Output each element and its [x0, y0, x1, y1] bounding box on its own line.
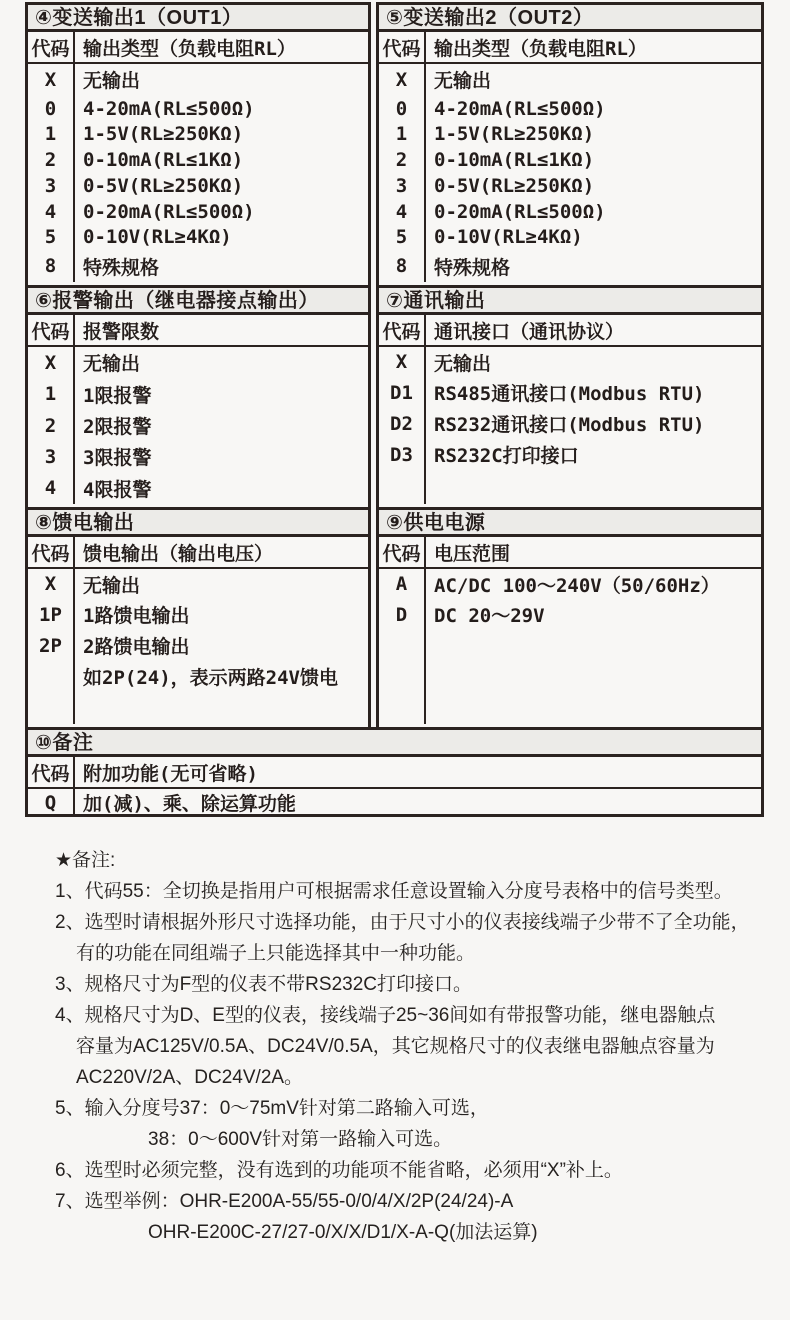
row-code: 4: [28, 199, 74, 225]
row-code: X: [28, 63, 74, 96]
row-code: 1P: [28, 599, 74, 630]
table-row: [379, 199, 761, 225]
section-out1: [25, 2, 371, 288]
table-row: [28, 441, 368, 472]
table-row: [28, 568, 368, 599]
row-code: X: [379, 346, 425, 377]
table-row: [28, 410, 368, 441]
footnote-2-cont: 有的功能在同组端子上只能选择其中一种功能。: [76, 943, 476, 964]
footnote-4-cont: 容量为AC125V/0.5A、DC24V/0.5A，其它规格尺寸的仪表继电器触点容量为: [76, 1036, 715, 1057]
col-header-code: 代码: [28, 757, 74, 788]
col-header-code: 代码: [28, 537, 74, 568]
col-header-code: 代码: [28, 315, 74, 346]
table-row: [379, 377, 761, 408]
table-row: [379, 147, 761, 173]
row-code: 0: [379, 96, 425, 122]
col-header-desc: 输出类型（负载电阻RL）: [74, 32, 368, 63]
header-row: [28, 315, 368, 346]
section-supply: [376, 507, 764, 730]
footnote-3: 3、规格尺寸为F型的仪表不带RS232C打印接口。: [55, 974, 472, 995]
row-desc: 0-5V(RL≥250KΩ): [434, 174, 595, 197]
table-row: [379, 568, 761, 599]
table-row: [379, 408, 761, 439]
row-desc: 1路馈电输出: [83, 605, 190, 627]
col-header-desc: 报警限数: [74, 315, 368, 346]
row-desc: RS232C打印接口: [434, 445, 579, 467]
row-desc: 1-5V(RL≥250KΩ): [83, 123, 244, 146]
table-row: [28, 225, 368, 251]
row-code: 2P: [28, 630, 74, 661]
footnote-5: 5、输入分度号37：0～75mV针对第二路输入可选，: [55, 1098, 489, 1119]
row-desc: 4限报警: [83, 478, 152, 501]
out1-table: [28, 32, 368, 282]
alarm-table: [28, 315, 368, 504]
section-alarm-title: ⑥报警输出（继电器接点输出）: [28, 288, 368, 315]
table-row: [28, 173, 368, 199]
row-desc: 特殊规格: [434, 256, 511, 279]
row-desc: 1限报警: [83, 384, 152, 407]
section-remark-title: ⑩备注: [28, 730, 761, 757]
footnote-4-cont: AC220V/2A、DC24V/2A。: [76, 1067, 304, 1088]
table-row: [379, 346, 761, 377]
table-row: [28, 63, 368, 96]
row-code: Q: [28, 788, 74, 816]
table-row: [28, 250, 368, 282]
row-desc: RS485通讯接口(Modbus RTU): [434, 383, 705, 405]
row-desc: RS232通讯接口(Modbus RTU): [434, 414, 705, 436]
col-header-code: 代码: [379, 32, 425, 63]
section-feed-title: ⑧馈电输出: [28, 510, 368, 537]
row-desc: 0-10V(RL≥4KΩ): [83, 226, 232, 249]
section-feed: [25, 507, 371, 730]
table-row: [379, 63, 761, 96]
row-desc: 3限报警: [83, 447, 152, 470]
row-code: D1: [379, 377, 425, 408]
col-header-desc: 输出类型（负载电阻RL）: [425, 32, 761, 63]
table-row: [28, 147, 368, 173]
row-code: 2: [379, 147, 425, 173]
row-code: A: [379, 568, 425, 599]
section-comm-title: ⑦通讯输出: [379, 288, 761, 315]
section-out2-title: ⑤变送输出2（OUT2）: [379, 5, 761, 32]
row-code: 1: [28, 379, 74, 410]
footnote-7-cont: OHR-E200C-27/27-0/X/X/D1/X-A-Q(加法运算): [148, 1222, 538, 1243]
section-pair-feed-supply: [25, 507, 764, 730]
row-desc: 如2P(24)，表示两路24V馈电: [83, 667, 338, 689]
row-code: 3: [28, 441, 74, 472]
row-code: D2: [379, 408, 425, 439]
row-code: 3: [28, 173, 74, 199]
row-code: 2: [28, 147, 74, 173]
header-row: [379, 315, 761, 346]
col-header-desc: 通讯接口（通讯协议）: [425, 315, 761, 346]
table-row: [28, 96, 368, 122]
row-desc: 无输出: [83, 70, 141, 93]
table-row: [28, 199, 368, 225]
table-row: [379, 250, 761, 282]
section-supply-title: ⑨供电电源: [379, 510, 761, 537]
section-pair-out: [25, 2, 764, 288]
row-desc: 无输出: [434, 352, 492, 375]
row-code: 1: [379, 122, 425, 148]
row-desc: 1-5V(RL≥250KΩ): [434, 123, 595, 146]
selection-tables: [25, 2, 764, 817]
row-desc: 0-10mA(RL≤1KΩ): [83, 149, 244, 172]
footnotes-heading: ★备注:: [55, 850, 116, 871]
row-code: 4: [28, 473, 74, 504]
row-desc: 0-10V(RL≥4KΩ): [434, 226, 583, 249]
row-desc: 无输出: [434, 70, 492, 93]
header-row: [379, 32, 761, 63]
table-row: [379, 122, 761, 148]
header-row: [379, 537, 761, 568]
empty-row: [379, 470, 761, 504]
footnote-5-cont: 38：0～600V针对第一路输入可选。: [148, 1129, 453, 1150]
row-desc: 0-5V(RL≥250KΩ): [83, 174, 244, 197]
col-header-code: 代码: [28, 32, 74, 63]
row-desc: 0-10mA(RL≤1KΩ): [434, 149, 595, 172]
footnote-2: 2、选型时请根据外形尺寸选择功能，由于尺寸小的仪表接线端子少带不了全功能，: [55, 912, 750, 933]
row-desc: 无输出: [83, 574, 141, 597]
header-row: [28, 537, 368, 568]
section-alarm: [25, 285, 371, 510]
row-code: 0: [28, 96, 74, 122]
table-row: [379, 225, 761, 251]
feed-table: [28, 537, 368, 724]
table-row: [28, 473, 368, 504]
row-code: 5: [28, 225, 74, 251]
row-desc: 0-20mA(RL≤500Ω): [434, 200, 606, 223]
row-desc: 加(减)、乘、除运算功能: [83, 793, 296, 815]
footnote-7: 7、选型举例：OHR-E200A-55/55-0/0/4/X/2P(24/24)-A: [55, 1191, 514, 1212]
section-out1-title: ④变送输出1（OUT1）: [28, 5, 368, 32]
out2-table: [379, 32, 761, 282]
empty-row: [28, 692, 368, 724]
empty-row: [379, 630, 761, 724]
comm-table: [379, 315, 761, 504]
header-row: [28, 32, 368, 63]
footnote-6: 6、选型时必须完整，没有选到的功能项不能省略，必须用“X”补上。: [55, 1160, 623, 1181]
row-desc: 2限报警: [83, 416, 152, 439]
row-code: 8: [379, 250, 425, 282]
col-header-desc: 附加功能(无可省略): [74, 757, 761, 788]
table-row: [28, 788, 761, 816]
row-code: X: [28, 568, 74, 599]
section-comm: [376, 285, 764, 510]
col-header-desc: 电压范围: [425, 537, 761, 568]
header-row: [28, 757, 761, 788]
section-out2: [376, 2, 764, 288]
section-pair-alarm-comm: [25, 285, 764, 510]
footnotes: [55, 845, 765, 1248]
table-row: [28, 599, 368, 630]
row-code: 4: [379, 199, 425, 225]
table-row: [379, 173, 761, 199]
table-row: [379, 439, 761, 470]
row-code: [28, 661, 74, 692]
footnote-4: 4、规格尺寸为D、E型的仪表，接线端子25~36间如有带报警功能，继电器触点: [55, 1005, 716, 1026]
footnote-1: 1、代码55：全切换是指用户可根据需求任意设置输入分度号表格中的信号类型。: [55, 881, 733, 902]
row-code: D3: [379, 439, 425, 470]
supply-table: [379, 537, 761, 724]
table-row: [28, 379, 368, 410]
row-code: X: [379, 63, 425, 96]
row-desc: DC 20～29V: [434, 605, 545, 627]
table-row: [379, 599, 761, 630]
row-code: X: [28, 346, 74, 379]
row-code: 8: [28, 250, 74, 282]
row-desc: 无输出: [83, 353, 141, 376]
table-row: [28, 661, 368, 692]
col-header-code: 代码: [379, 315, 425, 346]
row-desc: AC/DC 100～240V（50/60Hz）: [434, 574, 720, 597]
row-desc: 0-20mA(RL≤500Ω): [83, 200, 255, 223]
remark-table: [28, 757, 761, 816]
col-header-desc: 馈电输出（输出电压）: [74, 537, 368, 568]
section-remark: [25, 727, 764, 817]
row-code: 3: [379, 173, 425, 199]
row-desc: 4-20mA(RL≤500Ω): [434, 97, 606, 120]
row-desc: 特殊规格: [83, 256, 160, 279]
row-code: 1: [28, 122, 74, 148]
row-code: D: [379, 599, 425, 630]
table-row: [28, 122, 368, 148]
row-desc: 2路馈电输出: [83, 636, 190, 658]
table-row: [379, 96, 761, 122]
table-row: [28, 346, 368, 379]
row-code: 2: [28, 410, 74, 441]
table-row: [28, 630, 368, 661]
row-code: 5: [379, 225, 425, 251]
row-desc: 4-20mA(RL≤500Ω): [83, 97, 255, 120]
col-header-code: 代码: [379, 537, 425, 568]
